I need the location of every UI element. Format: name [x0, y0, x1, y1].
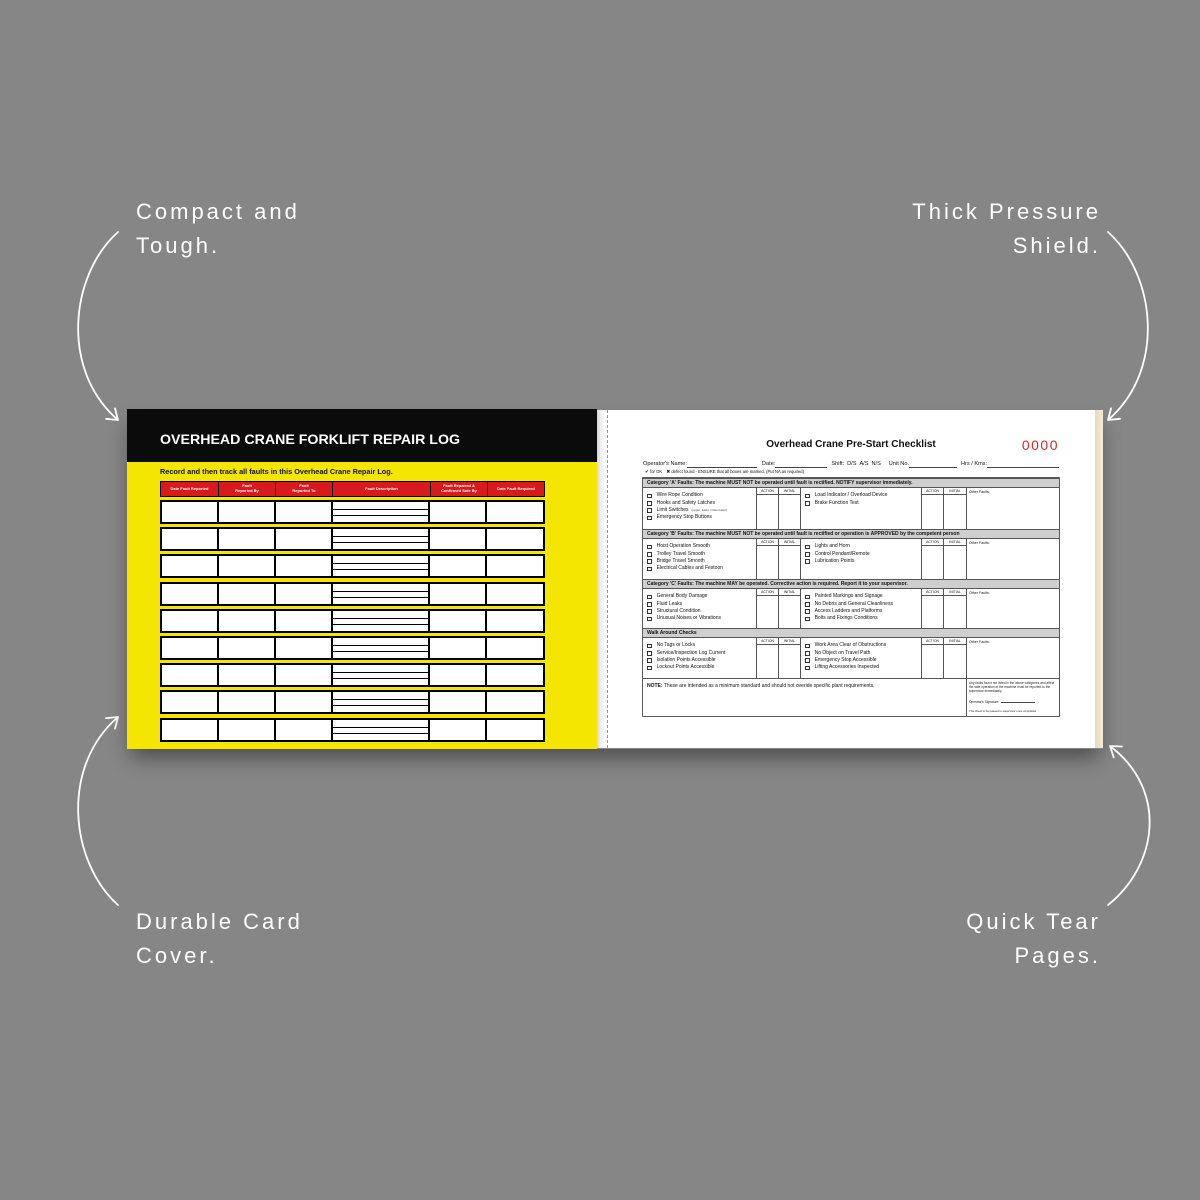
log-cell [162, 665, 217, 685]
item-label: Unusual Noises or Vibrations [656, 615, 721, 622]
operator-name-label: Operator's Name: [643, 461, 687, 467]
log-row [160, 663, 545, 687]
item-label: No Object on Travel Path [814, 649, 871, 656]
checkbox-icon [805, 609, 810, 614]
log-cell [276, 665, 331, 685]
logbook [127, 409, 1103, 749]
log-cell [219, 502, 274, 522]
log-cell [430, 665, 485, 685]
item-label: Bridge Travel Smooth [656, 557, 705, 564]
log-cell [162, 720, 217, 740]
checkbox-icon [647, 595, 652, 600]
checkbox-icon [647, 545, 652, 550]
column-initial-label: INITIAL [944, 488, 966, 495]
section-body [643, 589, 1059, 628]
other-faults-label: Other Faults: [969, 640, 990, 644]
item-label: Fluid Leaks [656, 600, 683, 607]
log-cell [162, 556, 217, 576]
cross-icon: ✖ [666, 470, 671, 475]
callout-line: Thick Pressure [912, 199, 1101, 224]
log-row [160, 500, 545, 524]
log-cell [219, 692, 274, 712]
checklist-item [801, 500, 921, 507]
column-action [921, 589, 943, 628]
note-cell [643, 679, 966, 716]
checklist-item [801, 558, 921, 565]
column-initial-label: INITIAL [944, 539, 966, 546]
checkbox-icon [805, 617, 810, 622]
column-initial [778, 638, 800, 678]
note-text: These are intended as a minimum standard and should not overide specific plant requirements. [663, 683, 875, 689]
column-header: Date Fault Required [488, 482, 544, 496]
column-initial [778, 589, 800, 628]
column-initial-label: INITIAL [944, 589, 966, 596]
column-initial [778, 539, 800, 579]
items-column-right [800, 488, 921, 529]
item-label: Load Indicator / Overload Device [814, 492, 888, 499]
items-column-left [643, 638, 756, 678]
section-header: Category 'B' Faults: The machine MUST NOT be operated until fault is rectified or operation is APPROVED by the competent person [643, 529, 1059, 539]
marking-legend [645, 469, 804, 476]
log-cell [162, 692, 217, 712]
log-row [160, 636, 545, 660]
column-action-label: ACTION [757, 589, 778, 596]
item-label: Structural Condition [656, 607, 701, 614]
cover-intro: Record and then track all faults in this Overhead Crane Repair Log. [160, 467, 393, 476]
checkbox-icon [805, 595, 810, 600]
column-action-label: ACTION [922, 488, 943, 495]
log-cell [219, 720, 274, 740]
serial-number: 0000 [1021, 437, 1059, 453]
curved-arrow-icon-top-left [78, 232, 118, 420]
item-note: (upper, lower, cross travel) [691, 507, 727, 512]
checkbox-icon [647, 508, 652, 513]
log-cell-description [333, 692, 428, 712]
column-header: Fault Reported By [219, 482, 275, 496]
column-action-label: ACTION [757, 638, 778, 645]
checkbox-icon [805, 658, 810, 663]
checklist-item [643, 650, 756, 657]
date-line [775, 462, 827, 468]
faults-text: Any faults found not listed in the above categories and affect the safe operation of the machine must be reported to the supervisor immediately. [969, 681, 1055, 693]
item-label: Isolation Points Accessible [656, 656, 716, 663]
checklist-item [801, 664, 921, 671]
section-header: Walk Around Checks [643, 628, 1059, 638]
log-cell-description [333, 720, 428, 740]
checkbox-icon [647, 559, 652, 564]
item-label: No Tags or Locks [656, 642, 696, 649]
log-cell [162, 611, 217, 631]
checkbox-icon [647, 567, 652, 572]
checklist-item [801, 551, 921, 558]
column-initial-label: INITIAL [779, 589, 800, 596]
pass-text: This sheet to be passed to supervisor once completed [969, 709, 1037, 714]
other-faults-label: Other Faults: [969, 541, 990, 545]
column-initial [943, 589, 966, 628]
checklist-sheet [643, 410, 1059, 748]
log-cell [487, 720, 543, 740]
log-cell [487, 611, 543, 631]
item-label: Service/Inspection Log Current [656, 649, 726, 656]
checklist-item [643, 664, 756, 671]
column-header: Date Fault Reported [161, 482, 218, 496]
column-header: Fault Description [333, 482, 430, 496]
log-cell [487, 692, 543, 712]
items-column-left [643, 488, 756, 529]
cover-page [127, 409, 597, 749]
shift-option: A/S [859, 461, 869, 467]
hours-label: Hrs / Kms: [961, 461, 988, 467]
items-column-left [643, 589, 756, 628]
column-action [756, 638, 778, 678]
date-label: Date: [761, 461, 776, 467]
column-action [756, 539, 778, 579]
item-label: Wire Rope Condition [656, 492, 703, 499]
log-cell [219, 611, 274, 631]
perforation-line [607, 410, 608, 748]
items-column-right [800, 589, 921, 628]
callout-line: Tough. [136, 233, 221, 258]
column-action-label: ACTION [922, 638, 943, 645]
callout-line: Pages. [1014, 943, 1101, 968]
checkbox-icon [805, 552, 810, 557]
callout-line: Durable Card [136, 909, 303, 934]
legend-defect-text: defect found - ENSURE that all boxes are marked. (Put NA as required) [671, 469, 805, 474]
checklist-table [643, 478, 1059, 716]
item-label: Bolts and Fixings Conditions [814, 615, 878, 622]
log-cell-description [333, 638, 428, 658]
log-table-body [127, 409, 597, 749]
note-label: NOTE: [647, 683, 663, 689]
checkbox-icon [647, 666, 652, 671]
column-header: Fault Repaired & Confirmed Safe By [431, 482, 487, 496]
log-cell [430, 502, 485, 522]
column-initial [778, 488, 800, 529]
item-label: Limit Switches [656, 506, 689, 513]
operator-name-line [687, 462, 757, 468]
log-cell [487, 638, 543, 658]
log-cell-description [333, 529, 428, 549]
log-cell [430, 556, 485, 576]
items-column-right [800, 539, 921, 579]
checklist-item [801, 593, 921, 600]
unit-line [909, 462, 957, 468]
checkbox-icon [805, 501, 810, 506]
note-row [643, 678, 1059, 716]
page-stack-edge [1095, 410, 1103, 748]
item-label: Access Ladders and Platforms [814, 607, 883, 614]
column-action-label: ACTION [757, 488, 778, 495]
checklist-item [643, 514, 756, 521]
log-row [160, 527, 545, 551]
log-cell [276, 556, 331, 576]
log-cell-description [333, 584, 428, 604]
item-label: Emergency Stop Accessible [814, 656, 877, 663]
other-faults-cell [966, 638, 1059, 678]
checklist-item [801, 642, 921, 649]
checkbox-icon [647, 651, 652, 656]
checklist-item [643, 642, 756, 649]
log-cell [430, 638, 485, 658]
column-action [756, 589, 778, 628]
item-label: Painted Markings and Signage [814, 593, 883, 600]
checklist-item [643, 558, 756, 565]
log-cell [219, 638, 274, 658]
legend-ok-text: for OK [650, 469, 663, 474]
column-initial [943, 638, 966, 678]
checkbox-icon [805, 666, 810, 671]
checklist-item [643, 657, 756, 664]
checkbox-icon [647, 494, 652, 499]
checkbox-icon [647, 609, 652, 614]
column-action [756, 488, 778, 529]
supervisor-box [966, 679, 1059, 716]
signature-line [1001, 699, 1035, 703]
checklist-item [801, 492, 921, 499]
item-label: Lockout Points Accessible [656, 664, 715, 671]
log-cell [487, 665, 543, 685]
log-cell [219, 665, 274, 685]
checkbox-icon [647, 658, 652, 663]
log-cell [430, 611, 485, 631]
log-cell [219, 529, 274, 549]
log-cell [219, 584, 274, 604]
checklist-title: Overhead Crane Pre-Start Checklist [766, 439, 936, 450]
log-cell-description [333, 556, 428, 576]
column-initial [943, 488, 966, 529]
checkbox-icon [805, 559, 810, 564]
callout-top-right [912, 195, 1101, 263]
signature-label: Operator's Signature: [969, 699, 1000, 704]
checklist-item [643, 615, 756, 622]
check-icon: ✔ [645, 470, 649, 475]
column-header: Fault Reported To [276, 482, 332, 496]
checklist-item [643, 608, 756, 615]
log-cell-description [333, 611, 428, 631]
column-action [921, 539, 943, 579]
log-cell [162, 502, 217, 522]
cover-title: OVERHEAD CRANE FORKLIFT REPAIR LOG [160, 432, 461, 448]
checkbox-icon [805, 494, 810, 499]
checklist-item [801, 615, 921, 622]
checklist-item [643, 551, 756, 558]
other-faults-label: Other Faults: [969, 490, 990, 494]
checklist-item [801, 608, 921, 615]
checkbox-icon [647, 644, 652, 649]
checkbox-icon [647, 501, 652, 506]
item-label: Trolley Travel Smooth [656, 550, 706, 557]
column-initial [943, 539, 966, 579]
column-action [921, 488, 943, 529]
checkbox-icon [805, 651, 810, 656]
checklist-item [801, 543, 921, 550]
checklist-item [801, 650, 921, 657]
log-cell [276, 720, 331, 740]
callout-line: Quick Tear [966, 909, 1101, 934]
curved-arrow-icon-top-right [1108, 232, 1148, 420]
column-action-label: ACTION [922, 539, 943, 546]
item-label: Control Pendant/Remote [814, 550, 870, 557]
shift-option: D/S [847, 461, 857, 467]
callout-bottom-left [136, 905, 303, 973]
log-cell [162, 584, 217, 604]
other-faults-cell [966, 589, 1059, 628]
log-cell [487, 584, 543, 604]
checkbox-icon [647, 516, 652, 521]
checkbox-icon [647, 552, 652, 557]
checkbox-icon [805, 602, 810, 607]
other-faults-cell [966, 488, 1059, 529]
callout-top-left [136, 195, 300, 263]
log-cell [276, 611, 331, 631]
log-cell [430, 692, 485, 712]
log-cell [276, 584, 331, 604]
item-label: Brake Function Test [814, 499, 859, 506]
section-body [643, 638, 1059, 678]
items-column-left [643, 539, 756, 579]
log-cell [276, 692, 331, 712]
column-initial-label: INITIAL [944, 638, 966, 645]
unit-label: Unit No. [888, 461, 910, 467]
item-label: General Body Damage [656, 593, 708, 600]
curved-arrow-icon-bottom-right [1108, 746, 1150, 905]
log-cell [487, 556, 543, 576]
checklist-page [597, 410, 1095, 748]
log-cell [487, 502, 543, 522]
other-faults-cell [966, 539, 1059, 579]
checklist-item [643, 565, 756, 572]
checklist-item [643, 492, 756, 499]
section-header: Category 'C' Faults: The machine MAY be operated. Corrective action is required. Report it to your supervisor. [643, 579, 1059, 589]
hours-line [987, 462, 1059, 468]
checklist-item [643, 543, 756, 550]
column-action-label: ACTION [922, 589, 943, 596]
section-header: Category 'A' Faults: The machine MUST NOT be operated until fault is rectified. NOTIFY supervisor immediately. [643, 478, 1059, 488]
callout-bottom-right [966, 905, 1101, 973]
log-row [160, 582, 545, 606]
shift-option: N/S [871, 461, 881, 467]
log-cell [430, 584, 485, 604]
callout-line: Shield. [1012, 233, 1101, 258]
checklist-item [801, 657, 921, 664]
checklist-item [643, 507, 756, 514]
log-cell [276, 638, 331, 658]
column-initial-label: INITIAL [779, 488, 800, 495]
item-label: Lubrication Points [814, 557, 855, 564]
curved-arrow-icon-bottom-left [78, 717, 118, 905]
item-label: Electrical Cables and Festoon [656, 565, 724, 572]
log-cell [430, 720, 485, 740]
shift-label: Shift: [831, 461, 845, 467]
column-initial-label: INITIAL [779, 539, 800, 546]
checklist-item [801, 601, 921, 608]
log-cell [162, 638, 217, 658]
item-label: Lights and Horn [814, 543, 850, 550]
callout-line: Cover. [136, 943, 218, 968]
log-cell [162, 529, 217, 549]
item-label: Hooks and Safety Latches [656, 499, 715, 506]
log-cell [430, 529, 485, 549]
signature-row [969, 699, 1057, 705]
log-cell [276, 502, 331, 522]
log-row [160, 609, 545, 633]
callout-line: Compact and [136, 199, 300, 224]
checklist-item [643, 593, 756, 600]
section-body [643, 488, 1059, 529]
operator-details-line [643, 460, 1059, 468]
log-cell-description [333, 665, 428, 685]
log-row [160, 690, 545, 714]
column-action [921, 638, 943, 678]
checklist-item [643, 500, 756, 507]
column-initial-label: INITIAL [779, 638, 800, 645]
checklist-item [643, 601, 756, 608]
checkbox-icon [647, 617, 652, 622]
checkbox-icon [805, 545, 810, 550]
log-cell [276, 529, 331, 549]
log-cell [487, 529, 543, 549]
checklist-sections [643, 478, 1059, 678]
log-row [160, 554, 545, 578]
section-body [643, 539, 1059, 579]
item-label: No Debris and General Cleanliness [814, 600, 893, 607]
log-row [160, 718, 545, 742]
item-label: Emergency Stop Buttons [656, 514, 712, 521]
log-cell [219, 556, 274, 576]
item-label: Hoist Operation Smooth [656, 543, 710, 550]
items-column-right [800, 638, 921, 678]
checkbox-icon [647, 602, 652, 607]
log-cell-description [333, 502, 428, 522]
item-label: Work Area Clear of Obstructions [814, 642, 887, 649]
item-label: Lifting Accessories Inspected [814, 664, 880, 671]
other-faults-label: Other Faults: [969, 591, 990, 595]
checkbox-icon [805, 644, 810, 649]
column-action-label: ACTION [757, 539, 778, 546]
